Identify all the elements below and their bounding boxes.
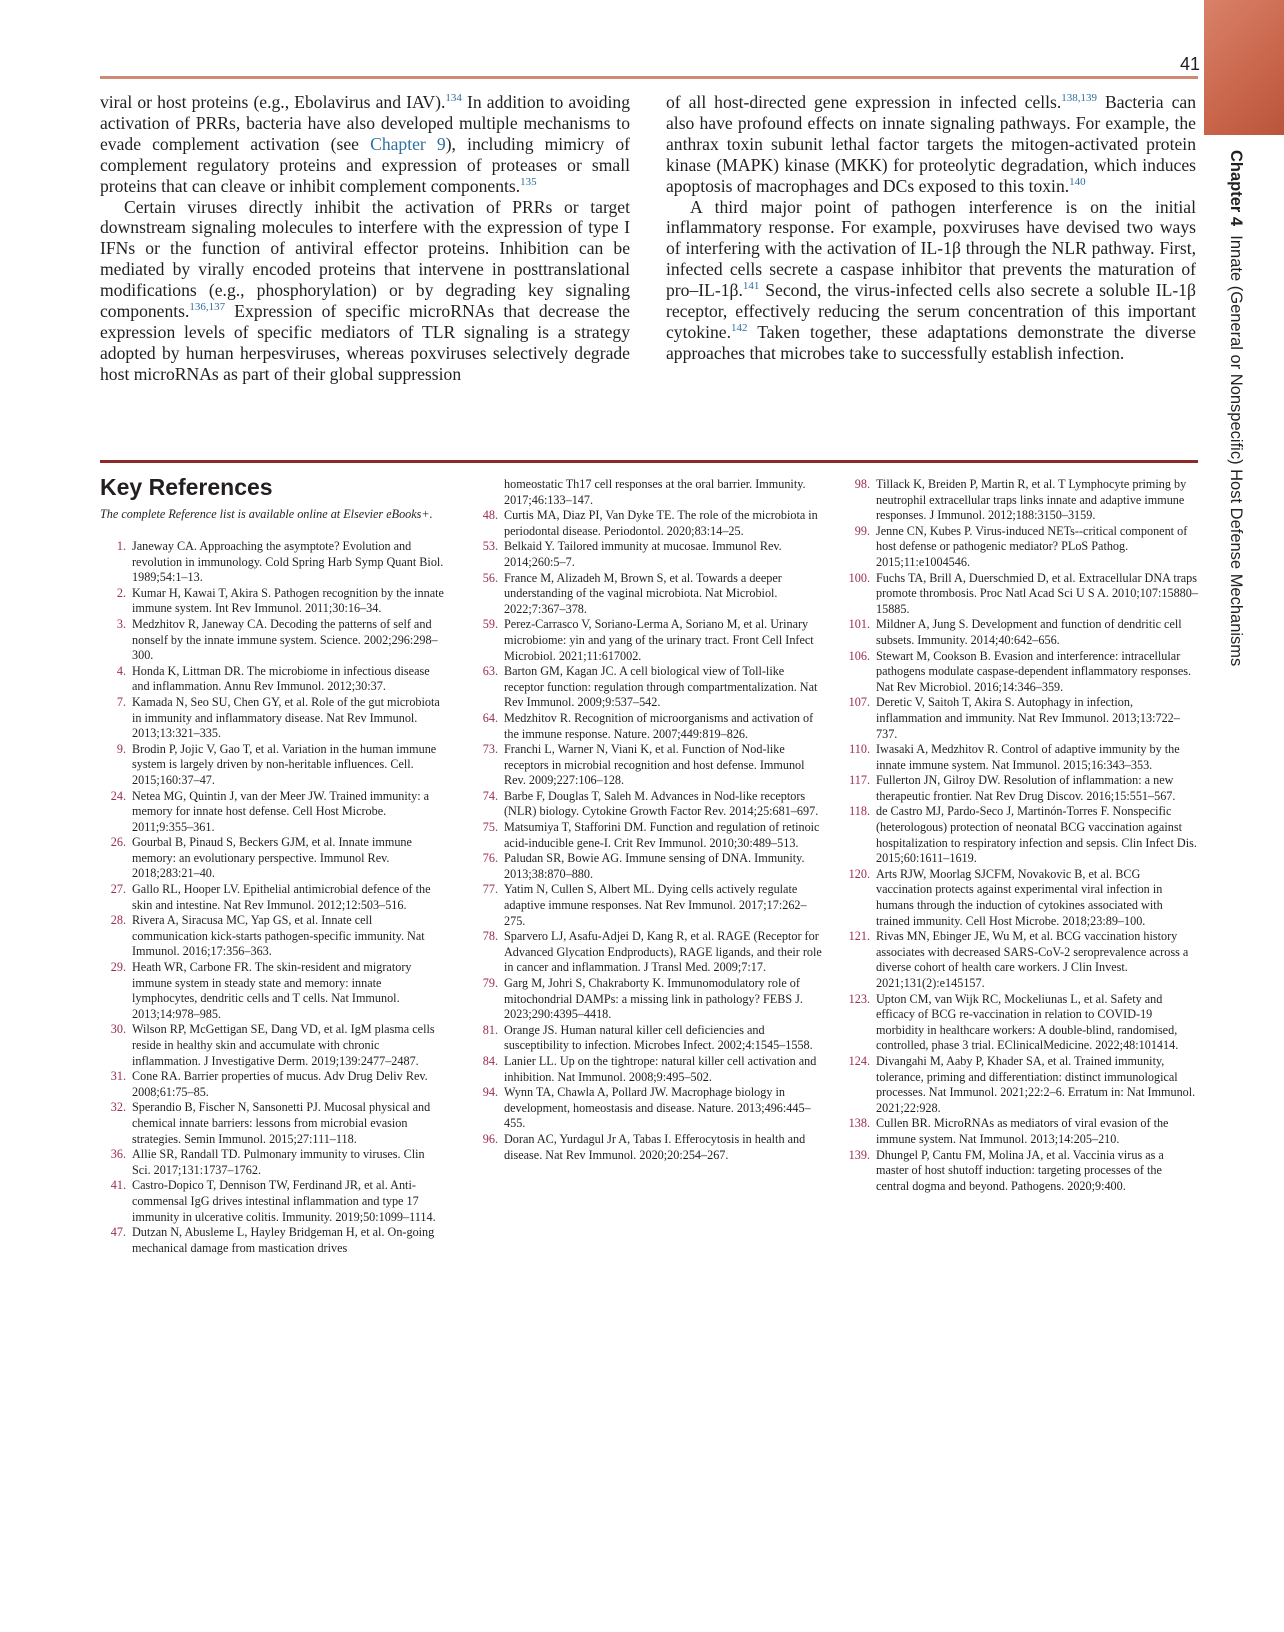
reference-number: 32. <box>110 1100 126 1115</box>
reference-text: Brodin P, Jojic V, Gao T, et al. Variation in the human immune system is largely driven by non-heritable influences. Cell. 2015;160:37–47. <box>132 741 437 787</box>
reference-item <box>472 571 822 618</box>
reference-item <box>844 1116 1198 1147</box>
reference-text: Deretic V, Saitoh T, Akira S. Autophagy in infection, inflammation and immunity. Nat Rev Immunol. 2013;13:722–737. <box>876 695 1180 741</box>
paragraph: of all host-directed gene expression in infected cells.$^{138,139}$ Bacteria can also have profound effects on innate signaling pathways. For example, the anthrax toxin subunit lethal factor targets the mitogen-activated protein kinase (MAPK) kinase (MKK) for proteolytic degradation, which induces apoptosis of macrophages and DCs exposed to this toxin.$^{140}$ <box>666 92 1196 196</box>
reference-number: 77. <box>482 882 498 897</box>
references-heading: Key References <box>100 474 273 500</box>
paragraph: Certain viruses directly inhibit the activation of PRRs or target downstream signaling molecules to interfere with the expression of type I IFNs or the function of antiviral effector proteins. Inhibition can be mediated by virally encoded proteins that intervene in posttranslational modifications (e.g., phosphorylation) or by degrading key signaling components.$^{136,137}$ Expression of specific microRNAs that decrease the expression levels of specific mediators of TLR signaling is a strategy adopted by human herpesviruses, whereas poxviruses selectively degrade host microRNAs as part of their global suppression <box>100 196 630 384</box>
reference-item <box>472 1085 822 1132</box>
reference-item <box>100 695 445 742</box>
reference-number: 59. <box>482 617 498 632</box>
reference-number: 74. <box>482 788 498 803</box>
reference-number: 2. <box>116 585 126 600</box>
reference-text: Sperandio B, Fischer N, Sansonetti PJ. Mucosal physical and chemical innate barriers: lessons from microbial evasion strategies. Semin Immunol. 2015;27:111–118. <box>132 1100 431 1146</box>
reference-item <box>844 649 1198 696</box>
reference-number: 117. <box>849 773 870 788</box>
reference-item <box>100 789 445 836</box>
reference-number: 28. <box>110 913 126 928</box>
reference-number: 31. <box>110 1069 126 1084</box>
chapter-number: Chapter 4 <box>1227 150 1245 227</box>
reference-number: 100. <box>848 570 870 585</box>
reference-item <box>100 1225 445 1256</box>
reference-item <box>844 695 1198 742</box>
reference-text: France M, Alizadeh M, Brown S, et al. Towards a deeper understanding of the vaginal microbiota. Nat Microbiol. 2022;7:367–378. <box>504 570 782 616</box>
reference-text: Rivera A, Siracusa MC, Yap GS, et al. Innate cell communication kick-starts pathogen-specific immunity. Nat Immunol. 2016;17:356–363. <box>132 913 425 959</box>
reference-item <box>100 1022 445 1069</box>
chapter-corner-tab <box>1204 0 1284 135</box>
reference-text: Kamada N, Seo SU, Chen GY, et al. Role of the gut microbiota in immunity and inflammatory disease. Nat Rev Immunol. 2013;13:321–335. <box>132 694 440 741</box>
header-rule <box>100 76 1198 79</box>
reference-text: Matsumiya T, Stafforini DM. Function and regulation of retinoic acid-inducible gene-I. Crit Rev Immunol. 2010;30:489–513. <box>504 820 820 850</box>
reference-text: Stewart M, Cookson B. Evasion and interference: intracellular pathogens modulate caspase-dependent inflammatory responses. Nat Rev Microbiol. 2016;14:346–359. <box>876 648 1192 694</box>
reference-text: Dhungel P, Cantu FM, Molina JA, et al. Vaccinia virus as a master of host shutoff induction: targeting processes of the central dogma and beyond. Pathogens. 2020;9:400. <box>876 1147 1164 1193</box>
reference-text: Iwasaki A, Medzhitov R. Control of adaptive immunity by the innate immune system. Nat Immunol. 2015;16:343–353. <box>876 742 1180 772</box>
reference-text: Cullen BR. MicroRNAs as mediators of viral evasion of the immune system. Nat Immunol. 2013;14:205–210. <box>876 1116 1169 1146</box>
reference-text: Fullerton JN, Gilroy DW. Resolution of inflammation: a new therapeutic frontier. Nat Rev Drug Discov. 2016;15:551–567. <box>876 773 1176 803</box>
reference-number: 41. <box>110 1178 126 1193</box>
reference-number: 24. <box>110 788 126 803</box>
reference-number: 76. <box>482 851 498 866</box>
reference-item <box>844 617 1198 648</box>
reference-number: 96. <box>482 1131 498 1146</box>
reference-item <box>844 1054 1198 1116</box>
reference-item <box>100 1100 445 1147</box>
reference-text: Divangahi M, Aaby P, Khader SA, et al. Trained immunity, tolerance, priming and differentiation: distinct immunological processes. Nat Immunol. 2021;22:2–6. Erratum in: Nat Immunol. 2021;22:928. <box>876 1053 1196 1115</box>
reference-text: Medzhitov R. Recognition of microorganisms and activation of the immune response. Nature. 2007;449:819–826. <box>504 710 814 741</box>
reference-item <box>100 835 445 882</box>
reference-item <box>472 976 822 1023</box>
reference-item <box>472 508 822 539</box>
reference-number: 84. <box>482 1053 498 1068</box>
reference-item <box>472 929 822 976</box>
reference-text: Perez-Carrasco V, Soriano-Lerma A, Soriano M, et al. Urinary microbiome: yin and yang of the urinary tract. Front Cell Infect Microbiol. 2021;11:617002. <box>504 617 814 663</box>
reference-number: 123. <box>848 991 870 1006</box>
reference-number: 120. <box>848 866 870 881</box>
reference-number: 101. <box>848 617 870 632</box>
citation[interactable]: 138,139 <box>1061 92 1098 105</box>
reference-text: Heath WR, Carbone FR. The skin-resident and migratory immune system in steady state and memory: innate lymphocytes, dendritic cells and T cells. Nat Immunol. 2013;14:978–985. <box>132 960 412 1021</box>
reference-number: 64. <box>482 710 498 725</box>
reference-number: 99. <box>854 523 870 538</box>
reference-text: Wilson RP, McGettigan SE, Dang VD, et al. IgM plasma cells reside in healthy skin and accumulate with chronic inflammation. J Investigative Derm. 2019;139:2477–2487. <box>132 1022 435 1068</box>
reference-number: 98. <box>854 477 870 491</box>
reference-item <box>844 742 1198 773</box>
reference-text: Wynn TA, Chawla A, Pollard JW. Macrophage biology in development, homeostasis and disease. Nature. 2013;496:445–455. <box>504 1085 811 1131</box>
reference-item <box>100 960 445 1022</box>
reference-number: 79. <box>482 976 498 990</box>
reference-item <box>100 742 445 789</box>
reference-text: Belkaid Y. Tailored immunity at mucosae. Immunol Rev. 2014;260:5–7. <box>504 539 782 569</box>
citation[interactable]: 140 <box>1069 175 1086 188</box>
reference-number: 53. <box>482 539 498 554</box>
reference-text: Barton GM, Kagan JC. A cell biological view of Toll-like receptor function: regulation through compartmentalization. Nat Rev Immunol. 2009;9:537–542. <box>504 664 818 710</box>
references-column-1 <box>100 539 445 1256</box>
chapter-side-label <box>1226 150 1245 666</box>
reference-text: Netea MG, Quintin J, van der Meer JW. Trained immunity: a memory for innate host defense. Cell Host Microbe. 2011;9:355–361. <box>132 788 430 834</box>
reference-number: 27. <box>110 882 126 897</box>
reference-number: 30. <box>110 1022 126 1037</box>
reference-text: Jenne CN, Kubes P. Virus-induced NETs--critical component of host defense or pathogenic mediator? PLoS Pathog. 2015;11:e1004546. <box>876 523 1188 569</box>
reference-number: 9. <box>116 741 126 756</box>
reference-number: 124. <box>848 1053 870 1068</box>
reference-text: Franchi L, Warner N, Viani K, et al. Function of Nod-like receptors in microbial recognition and host defense. Immunol Rev. 2009;227:106–128. <box>504 742 805 788</box>
reference-text: Arts RJW, Moorlag SJCFM, Novakovic B, et al. BCG vaccination protects against experimental viral infection in humans through the induction of cytokines associated with trained immunity. Cell Host Microbe. 2018;23:89–100. <box>876 866 1163 928</box>
reference-number: 4. <box>116 663 126 678</box>
reference-item <box>844 571 1198 618</box>
reference-item <box>472 820 822 851</box>
citation[interactable]: 135 <box>520 175 537 188</box>
reference-number: 3. <box>116 616 126 631</box>
references-column-2 <box>472 477 822 1163</box>
reference-number: 47. <box>110 1225 126 1240</box>
reference-item <box>844 992 1198 1054</box>
chapter-link[interactable]: Chapter 9 <box>370 133 446 154</box>
reference-number: 110. <box>849 742 870 757</box>
reference-text: Dutzan N, Abusleme L, Hayley Bridgeman H, et al. On-going mechanical damage from mastication drives <box>132 1225 435 1255</box>
reference-item <box>100 586 445 617</box>
reference-item <box>100 1178 445 1225</box>
reference-item <box>844 524 1198 571</box>
reference-item <box>844 1148 1198 1195</box>
reference-text: Upton CM, van Wijk RC, Mockeliunas L, et al. Safety and efficacy of BCG re-vaccination in relation to COVID-19 morbidity in healthcare workers: A double-blind, randomised, controlled, phase 3 trial. EClinicalMedicine. 2022;48:101414. <box>876 991 1179 1053</box>
reference-number: 78. <box>482 929 498 944</box>
reference-item <box>844 929 1198 991</box>
reference-text: Gourbal B, Pinaud S, Beckers GJM, et al. Innate immune memory: an evolutionary perspective. Immunol Rev. 2018;283:21–40. <box>132 835 412 881</box>
reference-continuation: homeostatic Th17 cell responses at the oral barrier. Immunity. 2017;46:133–147. <box>504 477 806 507</box>
reference-text: Doran AC, Yurdagul Jr A, Tabas I. Efferocytosis in health and disease. Nat Rev Immunol. 2020;20:254–267. <box>504 1131 806 1162</box>
reference-number: 118. <box>849 804 870 819</box>
reference-text: Rivas MN, Ebinger JE, Wu M, et al. BCG vaccination history associates with decreased SARS-CoV-2 seroprevalence across a diverse cohort of health care workers. J Clin Invest. 2021;131(2):e145157. <box>876 929 1189 990</box>
reference-number: 139. <box>848 1147 870 1162</box>
reference-text: Garg M, Johri S, Chakraborty K. Immunomodulatory role of mitochondrial DAMPs: a missing link in pathology? FEBS J. 2023;290:4395–4418. <box>504 976 803 1022</box>
reference-number: 7. <box>116 694 126 709</box>
reference-item <box>100 664 445 695</box>
reference-item <box>100 1069 445 1100</box>
reference-number: 56. <box>482 570 498 585</box>
reference-text: Paludan SR, Bowie AG. Immune sensing of DNA. Immunity. 2013;38:870–880. <box>504 851 805 881</box>
reference-item <box>844 773 1198 804</box>
page-number: 41 <box>1179 54 1200 74</box>
reference-text: Curtis MA, Diaz PI, Van Dyke TE. The role of the microbiota in periodontal disease. Periodontol. 2020;83:14–25. <box>504 508 818 538</box>
reference-text: Yatim N, Cullen S, Albert ML. Dying cells actively regulate adaptive immune responses. Nat Rev Immunol. 2017;17:262–275. <box>504 882 807 928</box>
citation[interactable]: 136,137 <box>189 301 226 314</box>
reference-number: 29. <box>110 960 126 975</box>
reference-text: Kumar H, Kawai T, Akira S. Pathogen recognition by the innate immune system. Int Rev Immunol. 2011;30:16–34. <box>132 585 444 616</box>
reference-text: Gallo RL, Hooper LV. Epithelial antimicrobial defence of the skin and intestine. Nat Rev Immunol. 2012;12:503–516. <box>132 882 431 912</box>
references-column-3 <box>844 477 1198 1194</box>
reference-number: 94. <box>482 1085 498 1100</box>
reference-item <box>472 742 822 789</box>
reference-text: Tillack K, Breiden P, Martin R, et al. T Lymphocyte priming by neutrophil extracellular traps links innate and adaptive immune responses. J Immunol. 2012;188:3150–3159. <box>876 477 1187 523</box>
reference-text: Castro-Dopico T, Dennison TW, Ferdinand JR, et al. Anti-commensal IgG drives intestinal inflammation and type 17 immunity in ulcerative colitis. Immunity. 2019;50:1099–1114. <box>132 1178 436 1224</box>
reference-item <box>472 539 822 570</box>
reference-item <box>100 1147 445 1178</box>
reference-text: Janeway CA. Approaching the asymptote? Evolution and revolution in immunology. Cold Spring Harb Symp Quant Biol. 1989;54:1–13. <box>132 539 444 585</box>
reference-item <box>100 617 445 664</box>
reference-text: Allie SR, Randall TD. Pulmonary immunity to viruses. Clin Sci. 2017;131:1737–1762. <box>132 1147 425 1177</box>
reference-number: 121. <box>848 929 870 944</box>
reference-item <box>472 1023 822 1054</box>
reference-text: Orange JS. Human natural killer cell deficiencies and susceptibility to infection. Microbes Infect. 2002;4:1545–1558. <box>504 1022 813 1053</box>
body-column-left <box>100 92 630 385</box>
reference-number: 63. <box>482 664 498 679</box>
reference-number: 73. <box>482 742 498 757</box>
reference-text: de Castro MJ, Pardo-Seco J, Martinón-Torres F. Nonspecific (heterologous) protection of neonatal BCG vaccination against hospitalization to respiratory infection and sepsis. Clin Infect Dis. 2015;60:1611–1619. <box>876 804 1197 866</box>
reference-item <box>472 664 822 711</box>
reference-number: 1. <box>116 539 126 553</box>
reference-item <box>472 711 822 742</box>
reference-item <box>472 1132 822 1163</box>
chapter-title: Innate (General or Nonspecific) Host Defense Mechanisms <box>1227 235 1245 667</box>
reference-item <box>472 1054 822 1085</box>
reference-number: 36. <box>110 1147 126 1162</box>
reference-item <box>100 913 445 960</box>
citation[interactable]: 134 <box>445 92 462 105</box>
reference-item <box>100 882 445 913</box>
reference-number: 48. <box>482 508 498 523</box>
reference-text: Barbe F, Douglas T, Saleh M. Advances in Nod-like receptors (NLR) biology. Cytokine Growth Factor Rev. 2014;25:681–697. <box>504 788 819 819</box>
reference-item <box>472 789 822 820</box>
reference-item <box>472 882 822 929</box>
reference-item <box>844 804 1198 866</box>
reference-text: Mildner A, Jung S. Development and function of dendritic cell subsets. Immunity. 2014;40:642–656. <box>876 617 1182 647</box>
reference-number: 26. <box>110 835 126 850</box>
reference-text: Lanier LL. Up on the tightrope: natural killer cell activation and inhibition. Nat Immunol. 2008;9:495–502. <box>504 1053 817 1084</box>
reference-text: Honda K, Littman DR. The microbiome in infectious disease and inflammation. Annu Rev Immunol. 2012;30:37. <box>132 663 430 694</box>
reference-item <box>844 867 1198 929</box>
reference-text: Fuchs TA, Brill A, Duerschmied D, et al. Extracellular DNA traps promote thrombosis. Proc Natl Acad Sci U S A. 2010;107:15880–15885. <box>876 570 1198 616</box>
paragraph: A third major point of pathogen interference is on the initial inflammatory response. For example, poxviruses have devised two ways of interfering with the activation of IL-1β through the NLR pathway. First, infected cells secrete a caspase inhibitor that prevents the maturation of pro–IL-1β.$^{141}$ Second, the virus-infected cells also secrete a soluble IL-1β receptor, effectively reducing the serum concentration of this important cytokine.$^{142}$ Taken together, these adaptations demonstrate the diverse approaches that microbes take to successfully establish infection. <box>666 196 1196 363</box>
reference-item <box>472 617 822 664</box>
citation[interactable]: 142 <box>730 322 748 335</box>
references-rule <box>100 460 1198 463</box>
references-note: The complete Reference list is available online at Elsevier eBooks+. <box>100 507 433 521</box>
reference-item <box>472 851 822 882</box>
reference-item <box>844 477 1198 524</box>
reference-text: Medzhitov R, Janeway CA. Decoding the patterns of self and nonself by the innate immune system. Science. 2002;296:298–300. <box>132 616 438 663</box>
reference-number: 106. <box>848 648 870 663</box>
paragraph: viral or host proteins (e.g., Ebolavirus and IAV).$^{134}$ In addition to avoiding activation of PRRs, bacteria have also developed multiple mechanisms to evade complement activation (see Chapter 9), including mimicry of complement regulatory proteins and expression of proteases or small proteins that can cleave or inhibit complement components.$^{135}$ <box>100 92 630 196</box>
reference-item <box>100 539 445 586</box>
reference-number: 107. <box>848 695 870 710</box>
reference-text: Sparvero LJ, Asafu-Adjei D, Kang R, et al. RAGE (Receptor for Advanced Glycation Endproducts), RAGE ligands, and their role in cancer and inflammation. J Transl Med. 2009;7:17. <box>504 929 822 975</box>
reference-number: 81. <box>482 1022 498 1037</box>
reference-text: Cone RA. Barrier properties of mucus. Adv Drug Deliv Rev. 2008;61:75–85. <box>132 1069 428 1099</box>
reference-number: 138. <box>848 1116 870 1131</box>
body-column-right <box>666 92 1196 364</box>
reference-number: 75. <box>482 820 498 835</box>
citation[interactable]: 141 <box>742 280 760 293</box>
